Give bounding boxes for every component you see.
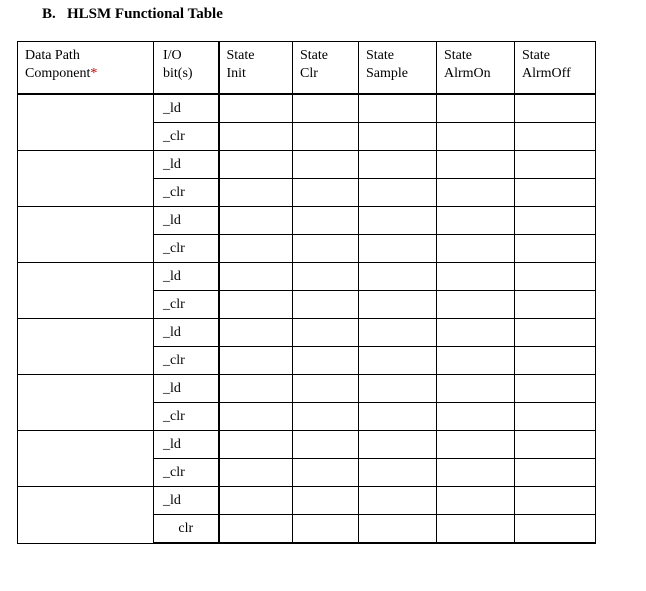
state-alrmoff-cell[interactable] (515, 487, 596, 515)
state-alrmoff-cell[interactable] (515, 94, 596, 123)
state-alrmoff-cell[interactable] (515, 207, 596, 235)
header-state-alrmoff (515, 42, 596, 95)
header-label-line1: I/O (163, 48, 182, 63)
state-init-cell[interactable] (219, 94, 293, 123)
table-row (18, 431, 596, 459)
header-label-line1: State (522, 48, 550, 63)
io-bit-cell: _ld (154, 487, 219, 515)
header-label-line2: AlrmOn (444, 66, 491, 81)
header-state-alrmon (437, 42, 515, 95)
header-label-line2: Clr (300, 66, 318, 81)
io-bit-cell: _ld (154, 94, 219, 123)
state-alrmon-cell[interactable] (437, 459, 515, 487)
header-label-line1: Data Path (25, 48, 80, 63)
state-init-cell[interactable] (219, 151, 293, 179)
table-row (18, 151, 596, 179)
state-alrmoff-cell[interactable] (515, 403, 596, 431)
table-row (18, 263, 596, 291)
state-sample-cell[interactable] (359, 403, 437, 431)
state-alrmon-cell[interactable] (437, 263, 515, 291)
header-label-line2: Sample (366, 66, 408, 81)
state-init-cell[interactable] (219, 459, 293, 487)
state-sample-cell[interactable] (359, 347, 437, 375)
state-sample-cell[interactable] (359, 431, 437, 459)
state-alrmon-cell[interactable] (437, 319, 515, 347)
header-label-line1: State (444, 48, 472, 63)
io-bit-cell: _clr (154, 403, 219, 431)
header-label-line2: Component (25, 66, 91, 81)
state-init-cell[interactable] (219, 123, 293, 151)
state-init-cell[interactable] (219, 431, 293, 459)
state-sample-cell[interactable] (359, 375, 437, 403)
state-init-cell[interactable] (219, 375, 293, 403)
io-bit-cell: _ld (154, 151, 219, 179)
required-marker: * (90, 66, 98, 81)
io-bit-cell: _clr (154, 347, 219, 375)
header-label-line1: State (226, 48, 255, 63)
state-init-cell[interactable] (219, 263, 293, 291)
header-io-bits (154, 42, 219, 95)
state-alrmoff-cell[interactable] (515, 459, 596, 487)
io-bit-cell: _ld (154, 319, 219, 347)
component-cell[interactable] (18, 151, 154, 207)
component-cell[interactable] (18, 263, 154, 319)
state-alrmoff-cell[interactable] (515, 515, 596, 544)
state-init-cell[interactable] (219, 347, 293, 375)
state-alrmon-cell[interactable] (437, 403, 515, 431)
state-clr-cell[interactable] (293, 179, 359, 207)
state-clr-cell[interactable] (293, 431, 359, 459)
state-alrmoff-cell[interactable] (515, 431, 596, 459)
state-sample-cell[interactable] (359, 207, 437, 235)
section-title: HLSM Functional Table (67, 6, 223, 22)
component-cell[interactable] (18, 319, 154, 375)
io-bit-cell: _clr (154, 235, 219, 263)
io-bit-cell: _ld (154, 431, 219, 459)
state-alrmoff-cell[interactable] (515, 179, 596, 207)
state-init-cell[interactable] (219, 291, 293, 319)
io-bit-cell: _ld (154, 263, 219, 291)
io-bit-cell: _clr (154, 179, 219, 207)
header-row (18, 42, 596, 95)
state-alrmon-cell[interactable] (437, 347, 515, 375)
state-init-cell[interactable] (219, 179, 293, 207)
header-label-line2: AlrmOff (522, 66, 571, 81)
state-init-cell[interactable] (219, 487, 293, 515)
state-alrmoff-cell[interactable] (515, 263, 596, 291)
state-clr-cell[interactable] (293, 235, 359, 263)
state-alrmoff-cell[interactable] (515, 151, 596, 179)
state-clr-cell[interactable] (293, 319, 359, 347)
state-sample-cell[interactable] (359, 94, 437, 123)
header-label-line1: State (366, 48, 394, 63)
state-alrmoff-cell[interactable] (515, 319, 596, 347)
header-state-init (219, 42, 293, 95)
state-init-cell[interactable] (219, 319, 293, 347)
state-clr-cell[interactable] (293, 403, 359, 431)
table-row (18, 319, 596, 347)
state-init-cell[interactable] (219, 207, 293, 235)
section-heading (42, 6, 223, 23)
state-clr-cell[interactable] (293, 459, 359, 487)
state-alrmoff-cell[interactable] (515, 375, 596, 403)
state-alrmon-cell[interactable] (437, 94, 515, 123)
state-clr-cell[interactable] (293, 207, 359, 235)
state-alrmon-cell[interactable] (437, 515, 515, 544)
table-row (18, 487, 596, 515)
state-sample-cell[interactable] (359, 179, 437, 207)
state-sample-cell[interactable] (359, 291, 437, 319)
io-bit-cell: _ld (154, 207, 219, 235)
io-bit-cell: _clr (154, 459, 219, 487)
state-alrmon-cell[interactable] (437, 291, 515, 319)
header-data-path-component (18, 42, 154, 95)
table-row (18, 207, 596, 235)
state-sample-cell[interactable] (359, 319, 437, 347)
component-cell[interactable] (18, 431, 154, 487)
state-clr-cell[interactable] (293, 263, 359, 291)
state-clr-cell[interactable] (293, 291, 359, 319)
io-bit-cell: _clr (154, 123, 219, 151)
state-clr-cell[interactable] (293, 375, 359, 403)
state-alrmoff-cell[interactable] (515, 235, 596, 263)
state-sample-cell[interactable] (359, 123, 437, 151)
header-label-line2: bit(s) (163, 66, 193, 81)
state-clr-cell[interactable] (293, 94, 359, 123)
table-row (18, 94, 596, 123)
state-sample-cell[interactable] (359, 235, 437, 263)
state-sample-cell[interactable] (359, 487, 437, 515)
state-alrmon-cell[interactable] (437, 235, 515, 263)
table-row (18, 375, 596, 403)
header-state-sample (359, 42, 437, 95)
state-clr-cell[interactable] (293, 151, 359, 179)
state-alrmoff-cell[interactable] (515, 291, 596, 319)
component-cell[interactable] (18, 207, 154, 263)
state-alrmon-cell[interactable] (437, 151, 515, 179)
state-alrmoff-cell[interactable] (515, 347, 596, 375)
state-clr-cell[interactable] (293, 123, 359, 151)
state-alrmon-cell[interactable] (437, 179, 515, 207)
state-clr-cell[interactable] (293, 487, 359, 515)
state-init-cell[interactable] (219, 403, 293, 431)
header-label-line1: State (300, 48, 328, 63)
section-number: B. (42, 6, 56, 22)
state-sample-cell[interactable] (359, 515, 437, 544)
component-cell[interactable] (18, 375, 154, 431)
io-bit-cell: _ld (154, 375, 219, 403)
io-bit-cell: _clr (154, 291, 219, 319)
hlsm-functional-table (17, 41, 596, 544)
component-cell[interactable] (18, 94, 154, 151)
component-cell[interactable] (18, 487, 154, 544)
state-init-cell[interactable] (219, 515, 293, 544)
state-alrmon-cell[interactable] (437, 207, 515, 235)
state-clr-cell[interactable] (293, 515, 359, 544)
state-alrmoff-cell[interactable] (515, 123, 596, 151)
io-bit-cell: clr (154, 515, 219, 544)
header-label-line2: Init (226, 66, 246, 81)
state-sample-cell[interactable] (359, 459, 437, 487)
state-alrmon-cell[interactable] (437, 123, 515, 151)
state-clr-cell[interactable] (293, 347, 359, 375)
header-state-clr (293, 42, 359, 95)
state-sample-cell[interactable] (359, 151, 437, 179)
state-alrmon-cell[interactable] (437, 431, 515, 459)
state-alrmon-cell[interactable] (437, 487, 515, 515)
state-init-cell[interactable] (219, 235, 293, 263)
state-alrmon-cell[interactable] (437, 375, 515, 403)
state-sample-cell[interactable] (359, 263, 437, 291)
